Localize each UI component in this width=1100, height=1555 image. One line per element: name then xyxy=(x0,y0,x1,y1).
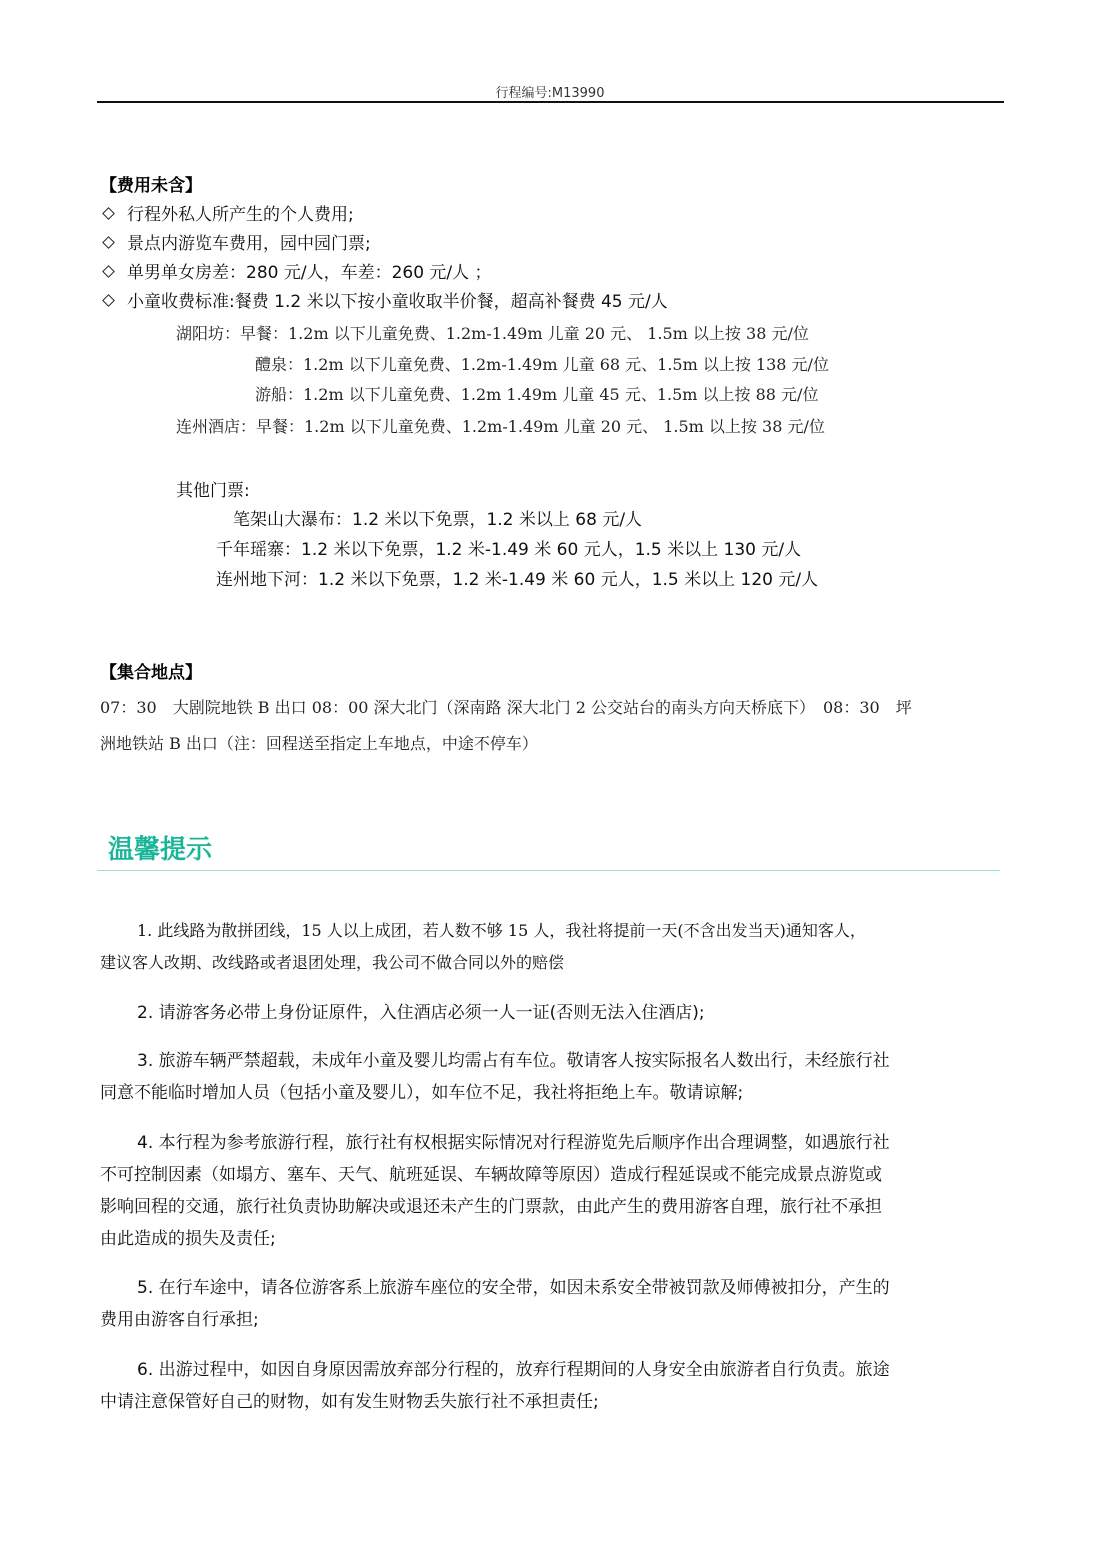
ticket-price-line: 连州地下河：1.2 米以下免票，1.2 米-1.49 米 60 元人，1.5 米以上 120 元/人 xyxy=(216,570,819,590)
tip-line: 费用由游客自行承担; xyxy=(100,1310,259,1330)
fee-bullet-item: 行程外私人所产生的个人费用; xyxy=(104,200,354,225)
tip-line: 6. 出游过程中，如因自身原因需放弃部分行程的，放弃行程期间的人身安全由旅游者自行负责。旅途 xyxy=(137,1360,890,1380)
diamond-bullet-icon xyxy=(102,236,115,249)
tip-line: 影响回程的交通，旅行社负责协助解决或退还未产生的门票款，由此产生的费用游客自理，旅行社不承担 xyxy=(100,1197,882,1217)
meeting-line: 07：30 大剧院地铁 B 出口 08：00 深大北门（深南路 深大北门 2 公交站台的南头方向天桥底下） 08：30 坪 xyxy=(100,698,912,717)
fee-bullet-item: 单男单女房差：280 元/人，车差：260 元/人 ； xyxy=(104,258,492,283)
diamond-bullet-icon xyxy=(102,265,115,278)
other-tickets-label: 其他门票: xyxy=(176,481,250,501)
fees-excluded-title: 【费用未含】 xyxy=(100,176,202,196)
tip-line: 5. 在行车途中，请各位游客系上旅游车座位的安全带，如因未系安全带被罚款及师傅被扣分，产生的 xyxy=(137,1278,890,1298)
fee-bullet-item: 景点内游览车费用，园中园门票; xyxy=(104,229,371,254)
diamond-bullet-icon xyxy=(102,207,115,220)
tip-line: 不可控制因素（如塌方、塞车、天气、航班延误、车辆故障等原因）造成行程延误或不能完成景点游览或 xyxy=(100,1165,882,1185)
child-fee-line: 游船：1.2m 以下儿童免费、1.2m 1.49m 儿童 45 元、1.5m 以上按 88 元/位 xyxy=(255,385,819,404)
tip-line: 建议客人改期、改线路或者退团处理，我公司不做合同以外的赔偿 xyxy=(100,953,565,972)
tip-line: 中请注意保管好自己的财物，如有发生财物丢失旅行社不承担责任; xyxy=(100,1392,599,1412)
diamond-bullet-icon xyxy=(102,294,115,307)
tip-line: 3. 旅游车辆严禁超载，未成年小童及婴儿均需占有车位。敬请客人按实际报名人数出行，未经旅行社 xyxy=(137,1051,890,1071)
tip-line: 2. 请游客务必带上身份证原件，入住酒店必须一人一证(否则无法入住酒店); xyxy=(137,1003,705,1023)
tips-divider xyxy=(97,870,1000,871)
tips-title: 温馨提示 xyxy=(108,835,213,865)
child-fee-line: 醴泉：1.2m 以下儿童免费、1.2m-1.49m 儿童 68 元、1.5m 以上按 138 元/位 xyxy=(255,355,829,374)
child-fee-line: 湖阳坊：早餐：1.2m 以下儿童免费、1.2m-1.49m 儿童 20 元、 1.5m 以上按 38 元/位 xyxy=(176,324,809,343)
fee-bullet-item: 小童收费标准:餐费 1.2 米以下按小童收取半价餐，超高补餐费 45 元/人 xyxy=(104,287,668,312)
tip-line: 同意不能临时增加人员（包括小童及婴儿），如车位不足，我社将拒绝上车。敬请谅解; xyxy=(100,1083,744,1103)
tip-line: 4. 本行程为参考旅游行程，旅行社有权根据实际情况对行程游览先后顺序作出合理调整，如遇旅行社 xyxy=(137,1133,890,1153)
meeting-line: 洲地铁站 B 出口（注：回程送至指定上车地点，中途不停车） xyxy=(100,734,538,753)
meeting-place-title: 【集合地点】 xyxy=(100,663,202,683)
tip-line: 1. 此线路为散拼团线，15 人以上成团，若人数不够 15 人，我社将提前一天(不含出发当天)通知客人， xyxy=(137,921,866,940)
ticket-price-line: 千年瑶寨：1.2 米以下免票，1.2 米-1.49 米 60 元人，1.5 米以上 130 元/人 xyxy=(216,540,802,560)
tip-line: 由此造成的损失及责任; xyxy=(100,1229,276,1249)
header-divider xyxy=(97,101,1004,103)
child-fee-line: 连州酒店：早餐：1.2m 以下儿童免费、1.2m-1.49m 儿童 20 元、 1.5m 以上按 38 元/位 xyxy=(176,417,825,436)
itinerary-code: 行程编号:M13990 xyxy=(495,86,605,101)
ticket-price-line: 笔架山大瀑布：1.2 米以下免票，1.2 米以上 68 元/人 xyxy=(233,510,643,530)
